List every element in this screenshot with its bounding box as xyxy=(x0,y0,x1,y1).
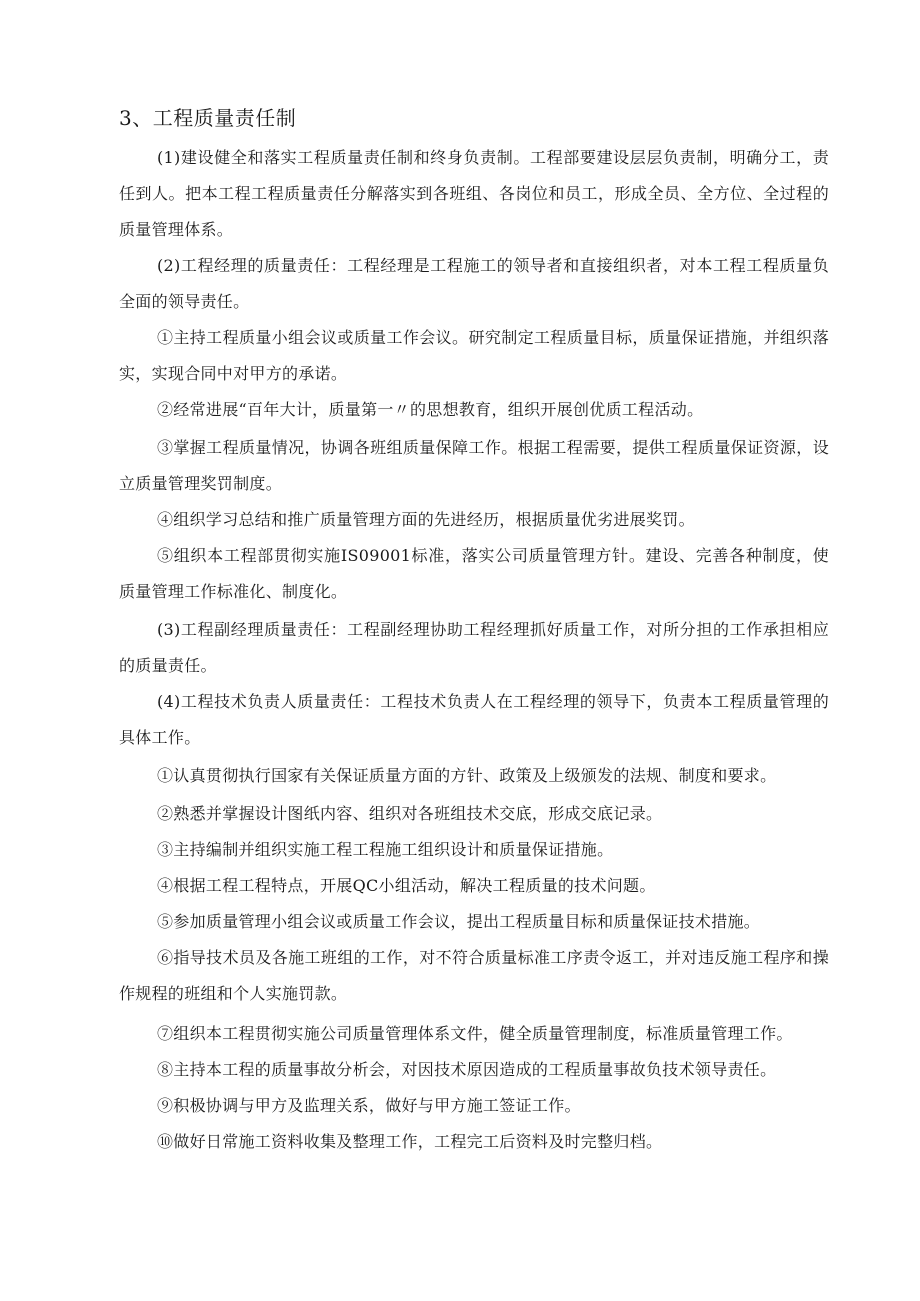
paragraph-5: ③掌握工程质量情况，协调各班组质量保障工作。根据工程需要，提供工程质量保证资源，设立质量管理奖罚制度。 xyxy=(119,438,829,493)
section-heading: 3、工程质量责任制 xyxy=(119,106,297,130)
paragraph-6: ④组织学习总结和推广质量管理方面的先进经历，根据质量优劣进展奖罚。 xyxy=(157,510,695,529)
paragraph-11: ②熟悉并掌握设计图纸内容、组织对各班组技术交底，形成交底记录。 xyxy=(157,804,663,823)
paragraph-16: ⑦组织本工程贯彻实施公司质量管理体系文件，健全质量管理制度，标准质量管理工作。 xyxy=(157,1024,793,1043)
paragraph-1: (1)建设健全和落实工程质量责任制和终身负责制。工程部要建设层层负责制，明确分工，责任到人。把本工程工程质量责任分解落实到各班组、各岗位和员工，形成全员、全方位、全过程的质量管理体系。 xyxy=(119,148,829,239)
paragraph-14: ⑤参加质量管理小组会议或质量工作会议，提出工程质量目标和质量保证技术措施。 xyxy=(157,912,761,931)
paragraph-10: ①认真贯彻执行国家有关保证质量方面的方针、政策及上级颁发的法规、制度和要求。 xyxy=(157,766,777,785)
paragraph-15: ⑥指导技术员及各施工班组的工作，对不符合质量标准工序责令返工，并对违反施工程序和操作规程的班组和个人实施罚款。 xyxy=(119,948,829,1003)
paragraph-4: ②经常进展“百年大计，质量第一〃的思想教育，组织开展创优质工程活动。 xyxy=(157,400,704,419)
paragraph-3: ①主持工程质量小组会议或质量工作会议。研究制定工程质量目标，质量保证措施，并组织落实，实现合同中对甲方的承诺。 xyxy=(119,328,829,383)
paragraph-18: ⑨积极协调与甲方及监理关系，做好与甲方施工签证工作。 xyxy=(157,1096,581,1115)
paragraph-7: ⑤组织本工程部贯彻实施IS09001标准，落实公司质量管理方针。建设、完善各种制度，使质量管理工作标准化、制度化。 xyxy=(119,546,829,601)
paragraph-12: ③主持编制并组织实施工程工程施工组织设计和质量保证措施。 xyxy=(157,840,614,859)
paragraph-13: ④根据工程工程特点，开展QC小组活动，解决工程质量的技术问题。 xyxy=(157,876,656,895)
paragraph-17: ⑧主持本工程的质量事故分析会，对因技术原因造成的工程质量事故负技术领导责任。 xyxy=(157,1060,777,1079)
paragraph-8: (3)工程副经理质量责任：工程副经理协助工程经理抓好质量工作，对所分担的工作承担相应的质量责任。 xyxy=(119,620,829,675)
paragraph-2: (2)工程经理的质量责任：工程经理是工程施工的领导者和直接组织者，对本工程工程质量负全面的领导责任。 xyxy=(119,256,829,311)
paragraph-9: (4)工程技术负责人质量责任：工程技术负责人在工程经理的领导下，负责本工程质量管理的具体工作。 xyxy=(119,692,829,747)
paragraph-19: ⑩做好日常施工资料收集及整理工作，工程完工后资料及时完整归档。 xyxy=(157,1132,663,1151)
